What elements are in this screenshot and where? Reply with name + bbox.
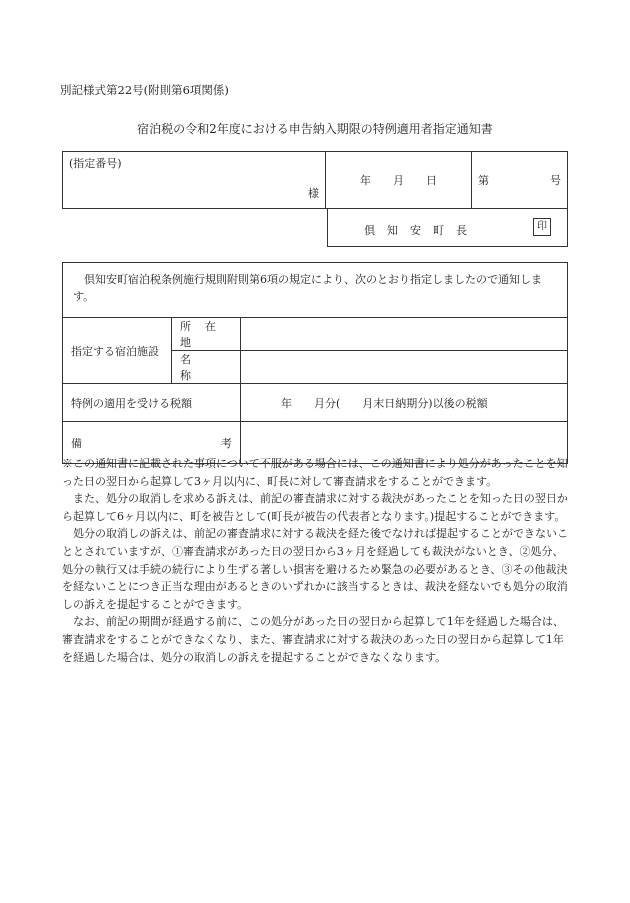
main-table: [62, 262, 568, 464]
designation-number-label: (指定番号): [69, 157, 122, 170]
name-label-text: 名称: [180, 353, 221, 382]
tax-value: 年 月分( 月末日納期分)以後の税額: [241, 384, 568, 422]
name-label: [172, 351, 241, 384]
tax-label: 特例の適用を受ける税額: [63, 384, 241, 422]
mayor-box: [327, 209, 568, 247]
remarks-label-start: 備: [71, 436, 82, 450]
intro-text: 倶知安町宿泊税条例施行規則附則第6項の規定により、次のとおり指定しましたので通知します。: [63, 263, 568, 318]
number-suffix: 号: [550, 174, 561, 187]
mayor-title: 倶知安町長: [364, 224, 479, 237]
facility-label: 指定する宿泊施設: [63, 318, 172, 384]
notice-number-cell: [472, 152, 568, 209]
note-paragraph: なお、前記の期間が経過する前に、この処分があった日の翌日から起算して1年を経過した場合は、審査請求をすることができなくなり、また、審査請求に対する裁決のあった日の翌日から起算して1年を経過した場合は、処分の取消しの訴えを提起することができなくなります。: [62, 615, 564, 664]
seal-mark: 印: [533, 218, 551, 236]
form-number: 別記様式第22号(附則第6項関係): [60, 83, 229, 97]
number-prefix: 第: [478, 174, 489, 187]
location-value: [241, 318, 568, 351]
honorific: 様: [308, 187, 319, 200]
addressee-cell: [63, 152, 326, 209]
date-text: 年 月 日: [360, 174, 437, 187]
remarks-label-end: 考: [221, 437, 232, 450]
document-title: 宿泊税の令和2年度における申告納入期限の特例適用者指定通知書: [137, 122, 493, 136]
date-field: [326, 152, 472, 209]
note-paragraph: ※この通知書に記載された事項について不服がある場合には、この通知書により処分があったことを知った日の翌日から起算して3ヶ月以内に、町長に対して審査請求をすることができます。: [62, 457, 568, 488]
note-paragraph: また、処分の取消しを求める訴えは、前記の審査請求に対する裁決があったことを知った日の翌日から起算して6ヶ月以内に、町を被告として(町長が被告の代表者となります。)提起することができます。: [62, 492, 568, 523]
name-value: [241, 351, 568, 384]
header-table: [62, 151, 568, 209]
location-label: 所在地: [172, 318, 241, 351]
note-paragraph: 処分の取消しの訴えは、前記の審査請求に対する裁決を経た後でなければ提起することができないこととされていますが、①審査請求があった日の翌日から3ヶ月を経過しても裁決がないとき、②処分、処分の執行又は手続の続行により生ずる著しい損害を避けるため緊急の必要があるとき、③その他裁決を経ないことにつき正当な理由があるときのいずれかに該当するときは、裁決を経ないでも処分の取消しの訴えを提起することができます。: [62, 527, 568, 611]
notes-section: [62, 455, 568, 666]
